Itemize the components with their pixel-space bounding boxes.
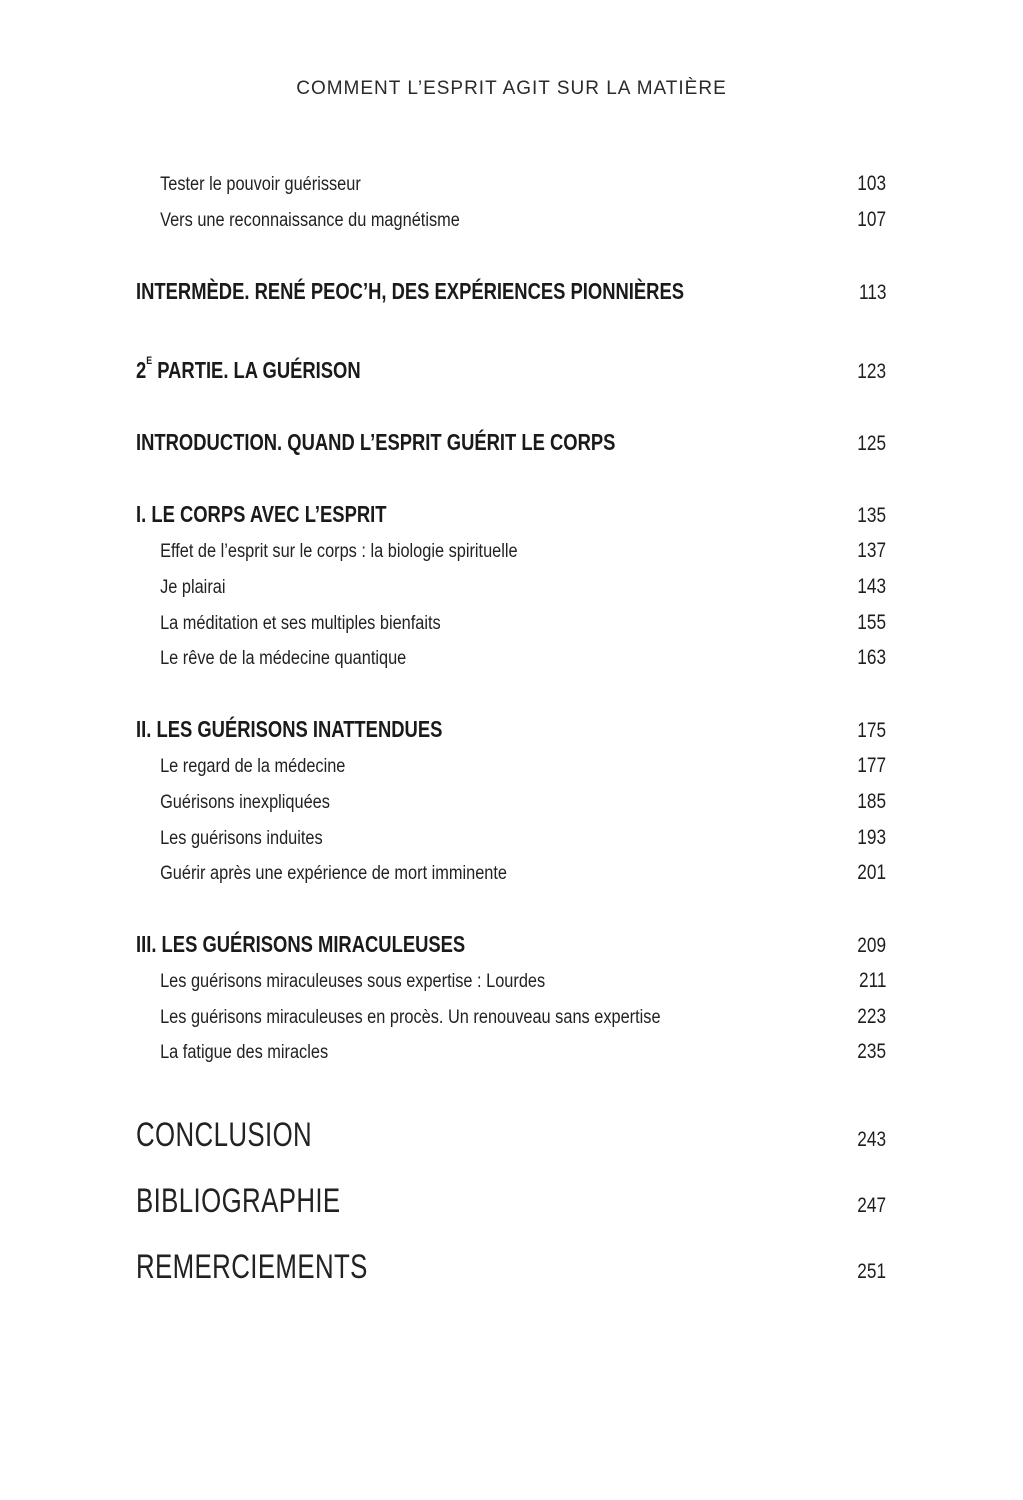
toc-entry-page: 223 <box>857 1005 886 1028</box>
toc-entry-chapter-2-3[interactable] <box>136 826 886 850</box>
toc-entry-page: 193 <box>857 826 886 849</box>
toc-entry-chapter-2-1[interactable] <box>136 754 886 778</box>
toc-entry-label: Effet de l’esprit sur le corps : la biologie spirituelle <box>160 541 518 562</box>
toc-entry-conclusion[interactable] <box>136 1116 886 1155</box>
toc-entry-label <box>136 357 361 384</box>
toc-entry-label: REMERCIEMENTS <box>136 1248 368 1286</box>
toc-entry-label: La fatigue des miracles <box>160 1042 329 1063</box>
toc-entry-label: CONCLUSION <box>136 1116 313 1154</box>
toc-entry-label: II. LES GUÉRISONS INATTENDUES <box>136 716 443 742</box>
toc-entry-label: Tester le pouvoir guérisseur <box>160 174 361 195</box>
toc-entry-page: 155 <box>857 611 886 634</box>
toc-entry-page: 113 <box>858 281 886 304</box>
toc-entry-label: INTRODUCTION. QUAND L’ESPRIT GUÉRIT LE CORPS <box>136 429 616 455</box>
toc-entry-label: Guérisons inexpliquées <box>160 792 330 813</box>
toc-entry-label: Vers une reconnaissance du magnétisme <box>160 210 460 231</box>
toc-entry-label: Guérir après une expérience de mort imminente <box>160 863 508 884</box>
toc-entry-label: La méditation et ses multiples bienfaits <box>160 613 441 634</box>
toc-entry-chapter-2-2[interactable] <box>136 790 886 814</box>
toc-entry-chapter-2[interactable] <box>136 716 886 743</box>
toc-entry-introduction[interactable] <box>136 429 886 456</box>
toc-entry-chapter-3[interactable] <box>136 931 886 958</box>
toc-entry-chapter-3-2[interactable] <box>136 1005 886 1029</box>
toc-entry-chapter-2-4[interactable] <box>136 861 886 885</box>
toc-entry-page: 211 <box>858 969 886 992</box>
part-number: 2 <box>136 357 147 383</box>
toc-entry-page: 135 <box>857 504 886 527</box>
toc-entry-page: 107 <box>857 208 886 231</box>
toc-entry-page: 247 <box>857 1194 886 1217</box>
toc-entry-tester[interactable] <box>136 172 886 196</box>
toc-entry-page: 175 <box>857 719 886 742</box>
toc-entry-page: 201 <box>857 861 886 884</box>
toc-entry-page: 103 <box>857 172 886 195</box>
toc-entry-label: Je plairai <box>160 577 226 598</box>
toc-entry-page: 163 <box>857 646 886 669</box>
toc-entry-label: Le regard de la médecine <box>160 756 346 777</box>
toc-entry-label: I. LE CORPS AVEC L’ESPRIT <box>136 501 387 527</box>
toc-entry-page: 251 <box>857 1260 886 1283</box>
toc-entry-page: 177 <box>857 754 886 777</box>
toc-entry-intermede[interactable] <box>136 278 886 305</box>
toc-entry-page: 209 <box>857 934 886 957</box>
toc-entry-label: INTERMÈDE. RENÉ PEOC’H, DES EXPÉRIENCES PIONNIÈRES <box>136 278 685 304</box>
toc-entry-chapter-1[interactable] <box>136 501 886 528</box>
toc-entry-remerciements[interactable] <box>136 1248 886 1287</box>
toc-entry-page: 235 <box>857 1040 886 1063</box>
part-superscript: E <box>146 355 153 367</box>
toc-entry-page: 185 <box>857 790 886 813</box>
toc-entry-page: 123 <box>857 360 886 383</box>
toc-entry-page: 137 <box>857 539 886 562</box>
toc-entry-label: Les guérisons induites <box>160 828 323 849</box>
toc-entry-chapter-3-3[interactable] <box>136 1040 886 1064</box>
toc-entry-chapter-1-4[interactable] <box>136 646 886 670</box>
toc-entry-page: 143 <box>857 575 886 598</box>
running-header: COMMENT L’ESPRIT AGIT SUR LA MATIÈRE <box>296 78 727 99</box>
toc-entry-label: Le rêve de la médecine quantique <box>160 648 407 669</box>
toc-entry-bibliographie[interactable] <box>136 1182 886 1221</box>
part-title: PARTIE. LA GUÉRISON <box>152 357 361 383</box>
toc-entry-vers[interactable] <box>136 208 886 232</box>
toc-entry-page: 243 <box>857 1128 886 1151</box>
toc-entry-chapter-1-1[interactable] <box>136 539 886 563</box>
toc-entry-partie-2[interactable] <box>136 357 886 384</box>
toc-entry-page: 125 <box>857 432 886 455</box>
toc-entry-chapter-3-1[interactable] <box>136 969 886 993</box>
toc-entry-chapter-1-3[interactable] <box>136 611 886 635</box>
toc-entry-label: Les guérisons miraculeuses en procès. Un renouveau sans expertise <box>160 1007 661 1028</box>
toc-entry-label: Les guérisons miraculeuses sous expertise : Lourdes <box>160 971 546 992</box>
toc-entry-label: III. LES GUÉRISONS MIRACULEUSES <box>136 931 466 957</box>
toc-entry-label: BIBLIOGRAPHIE <box>136 1182 341 1220</box>
toc-entry-chapter-1-2[interactable] <box>136 575 886 599</box>
